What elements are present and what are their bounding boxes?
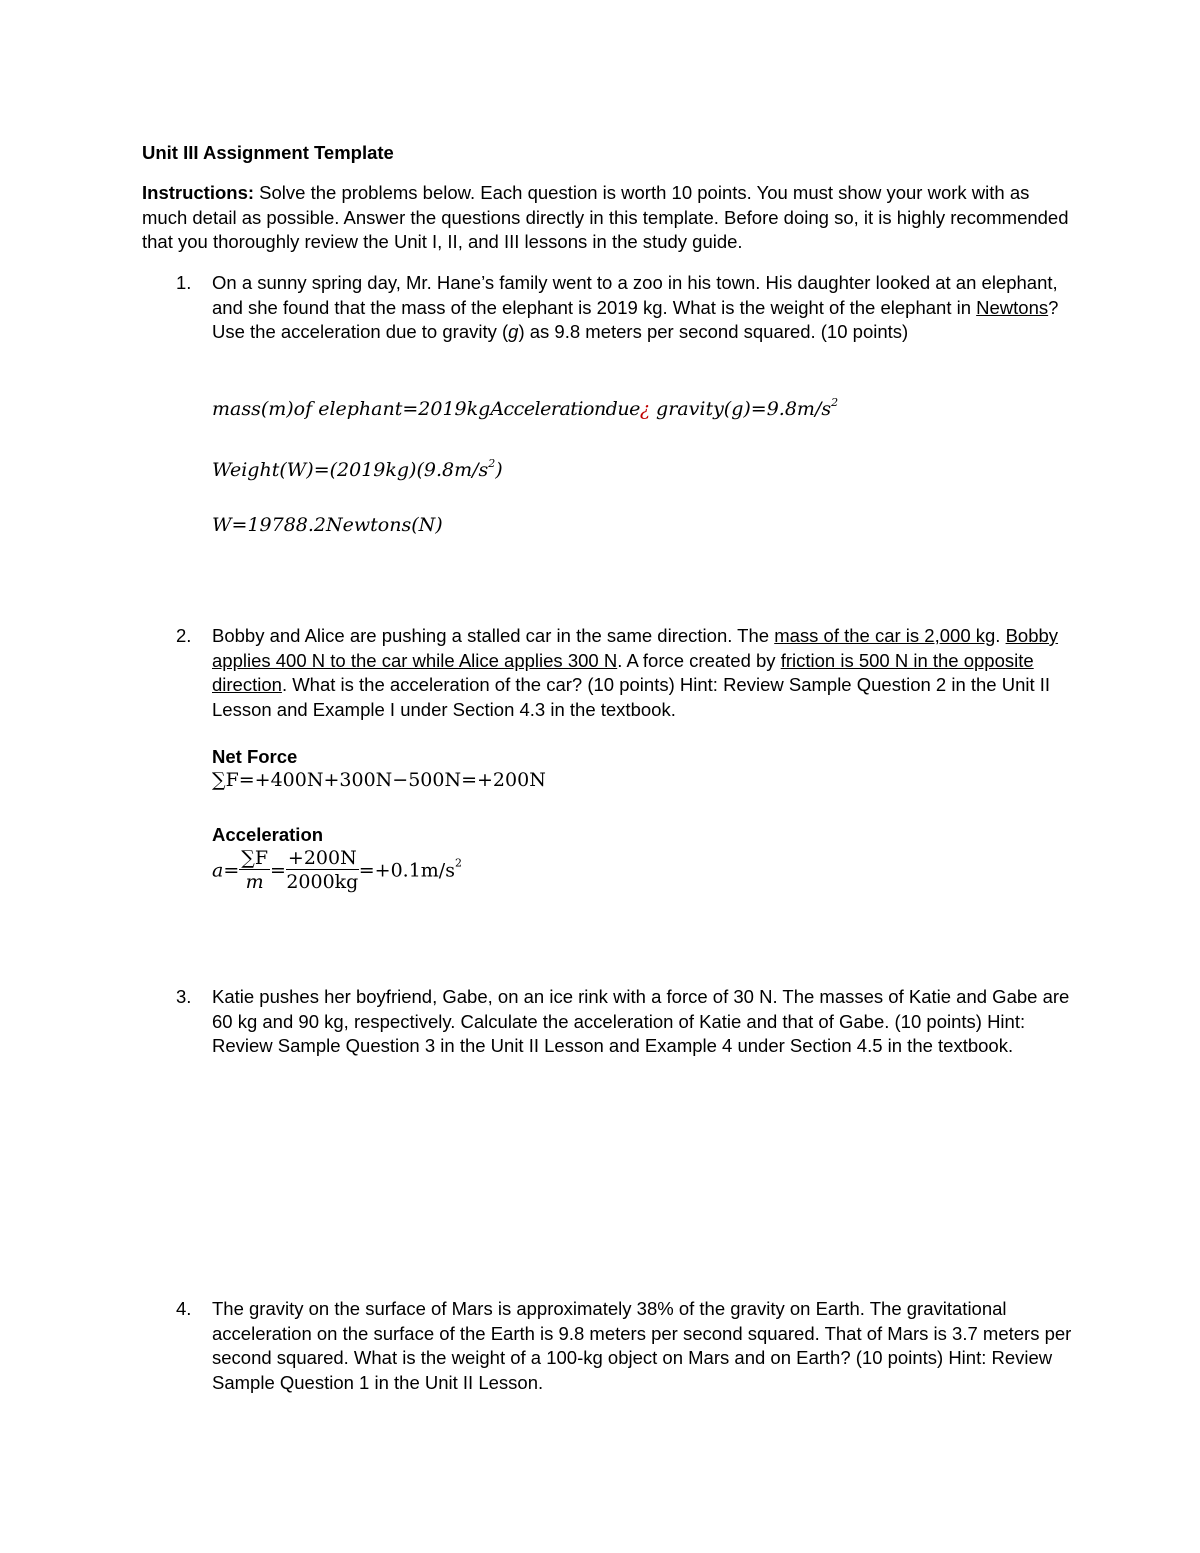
accel-result: =+0.1m/s	[358, 859, 455, 882]
q1-exponent: 2	[488, 457, 496, 470]
question-4-text: The gravity on the surface of Mars is approximately 38% of the gravity on Earth. The gravitational acceleration on the surface of the Earth is 9.8 meters per second squared. That of Mars is 3.7 meters per second squared. What is the weight of a 100-kg object on Mars and on Earth? (10 points) Hint: Review Sample Question 1 in the Unit II Lesson.	[212, 1298, 1072, 1393]
question-3-text: Katie pushes her boyfriend, Gabe, on an ice rink with a force of 30 N. The masses of Katie and Gabe are 60 kg and 90 kg, respectively. Calculate the acceleration of Katie and that of Gabe. (10 points) Hint: Review Sample Question 3 in the Unit II Lesson and Example 4 under Section 4.5 in the textbook.	[212, 986, 1070, 1056]
q1-weight-close: )	[495, 459, 503, 481]
question-4-number: 4.	[176, 1298, 192, 1319]
q2-text-part: . A force created by	[617, 649, 781, 671]
net-force-label: Net Force	[212, 746, 298, 767]
fraction-1-numerator: ∑F	[241, 847, 268, 869]
q1-accel-label: Accelerationdue	[490, 398, 640, 420]
instructions-text: Solve the problems below. Each question is worth 10 points. You must show your work with as much detail as possible. Answer the questions directly in this template. Before doing so, it is highly recommended that you thoroughly review the Unit I, II, and III lessons in the study guide.	[142, 182, 1069, 252]
accel-fraction-1	[239, 847, 270, 894]
q1-answer-line-1	[212, 398, 838, 420]
q2-underlined-forces: Bobby applies 400 N to the car while Alice applies 300 N	[212, 625, 1059, 671]
q1-unrendered-glyph: ¿	[639, 398, 651, 420]
question-1-text	[212, 271, 1072, 345]
q1-text-part: ) as 9.8 meters per second squared. (10 points)	[518, 321, 909, 342]
q1-gravity-symbol: g	[508, 321, 519, 342]
q2-underlined-friction: friction is 500 N in the opposite direction	[212, 649, 1034, 695]
net-force-equation: ∑F=+400N+300N−500N=+200N	[212, 769, 546, 791]
question-2-number: 2.	[176, 625, 192, 646]
q2-underlined-mass: mass of the car is 2,000 kg	[774, 625, 996, 646]
q1-answer-line-3: W=19788.2Newtons(N)	[212, 514, 443, 536]
fraction-1-denominator: m	[245, 871, 264, 893]
accel-equals: =	[270, 859, 286, 882]
acceleration-label: Acceleration	[212, 824, 324, 845]
instructions-paragraph	[142, 181, 1072, 255]
q1-mass-equation: mass(m)of elephant=2019kg	[212, 398, 491, 420]
fraction-2-numerator: +200N	[287, 847, 357, 869]
q1-text-part: ? Use the acceleration due to gravity (	[212, 296, 1059, 342]
question-3-number: 3.	[176, 986, 192, 1007]
accel-lhs: a=	[212, 859, 240, 882]
accel-exponent: 2	[454, 856, 462, 870]
q2-text-part: Bobby and Alice are pushing a stalled car in the same direction. The	[212, 625, 775, 646]
instructions-label: Instructions:	[142, 182, 255, 203]
q1-weight-equation: Weight(W)=(2019kg)(9.8m/s	[212, 459, 489, 481]
q2-text-part: .	[995, 625, 1006, 646]
question-1-number: 1.	[176, 272, 192, 293]
q2-text-part: . What is the acceleration of the car? (10 points) Hint: Review Sample Question 2 in the Unit II Lesson and Example I under Section 4.3 in the textbook.	[212, 674, 1051, 720]
q1-exponent: 2	[831, 396, 839, 409]
q1-answer-line-2	[212, 459, 503, 481]
q1-gravity-equation: gravity(g)=9.8m/s	[650, 398, 832, 420]
acceleration-equation	[212, 847, 462, 894]
question-2-text	[212, 624, 1072, 722]
q1-text-part: On a sunny spring day, Mr. Hane’s family went to a zoo in his town. His daughter looked at an elephant, and she found that the mass of the elephant is 2019 kg. What is the weight of the elephant in	[212, 272, 1058, 318]
accel-fraction-2	[286, 847, 359, 894]
document-title: Unit III Assignment Template	[142, 142, 394, 163]
fraction-2-denominator: 2000kg	[286, 871, 359, 893]
q1-underlined-newtons: Newtons	[976, 296, 1049, 318]
